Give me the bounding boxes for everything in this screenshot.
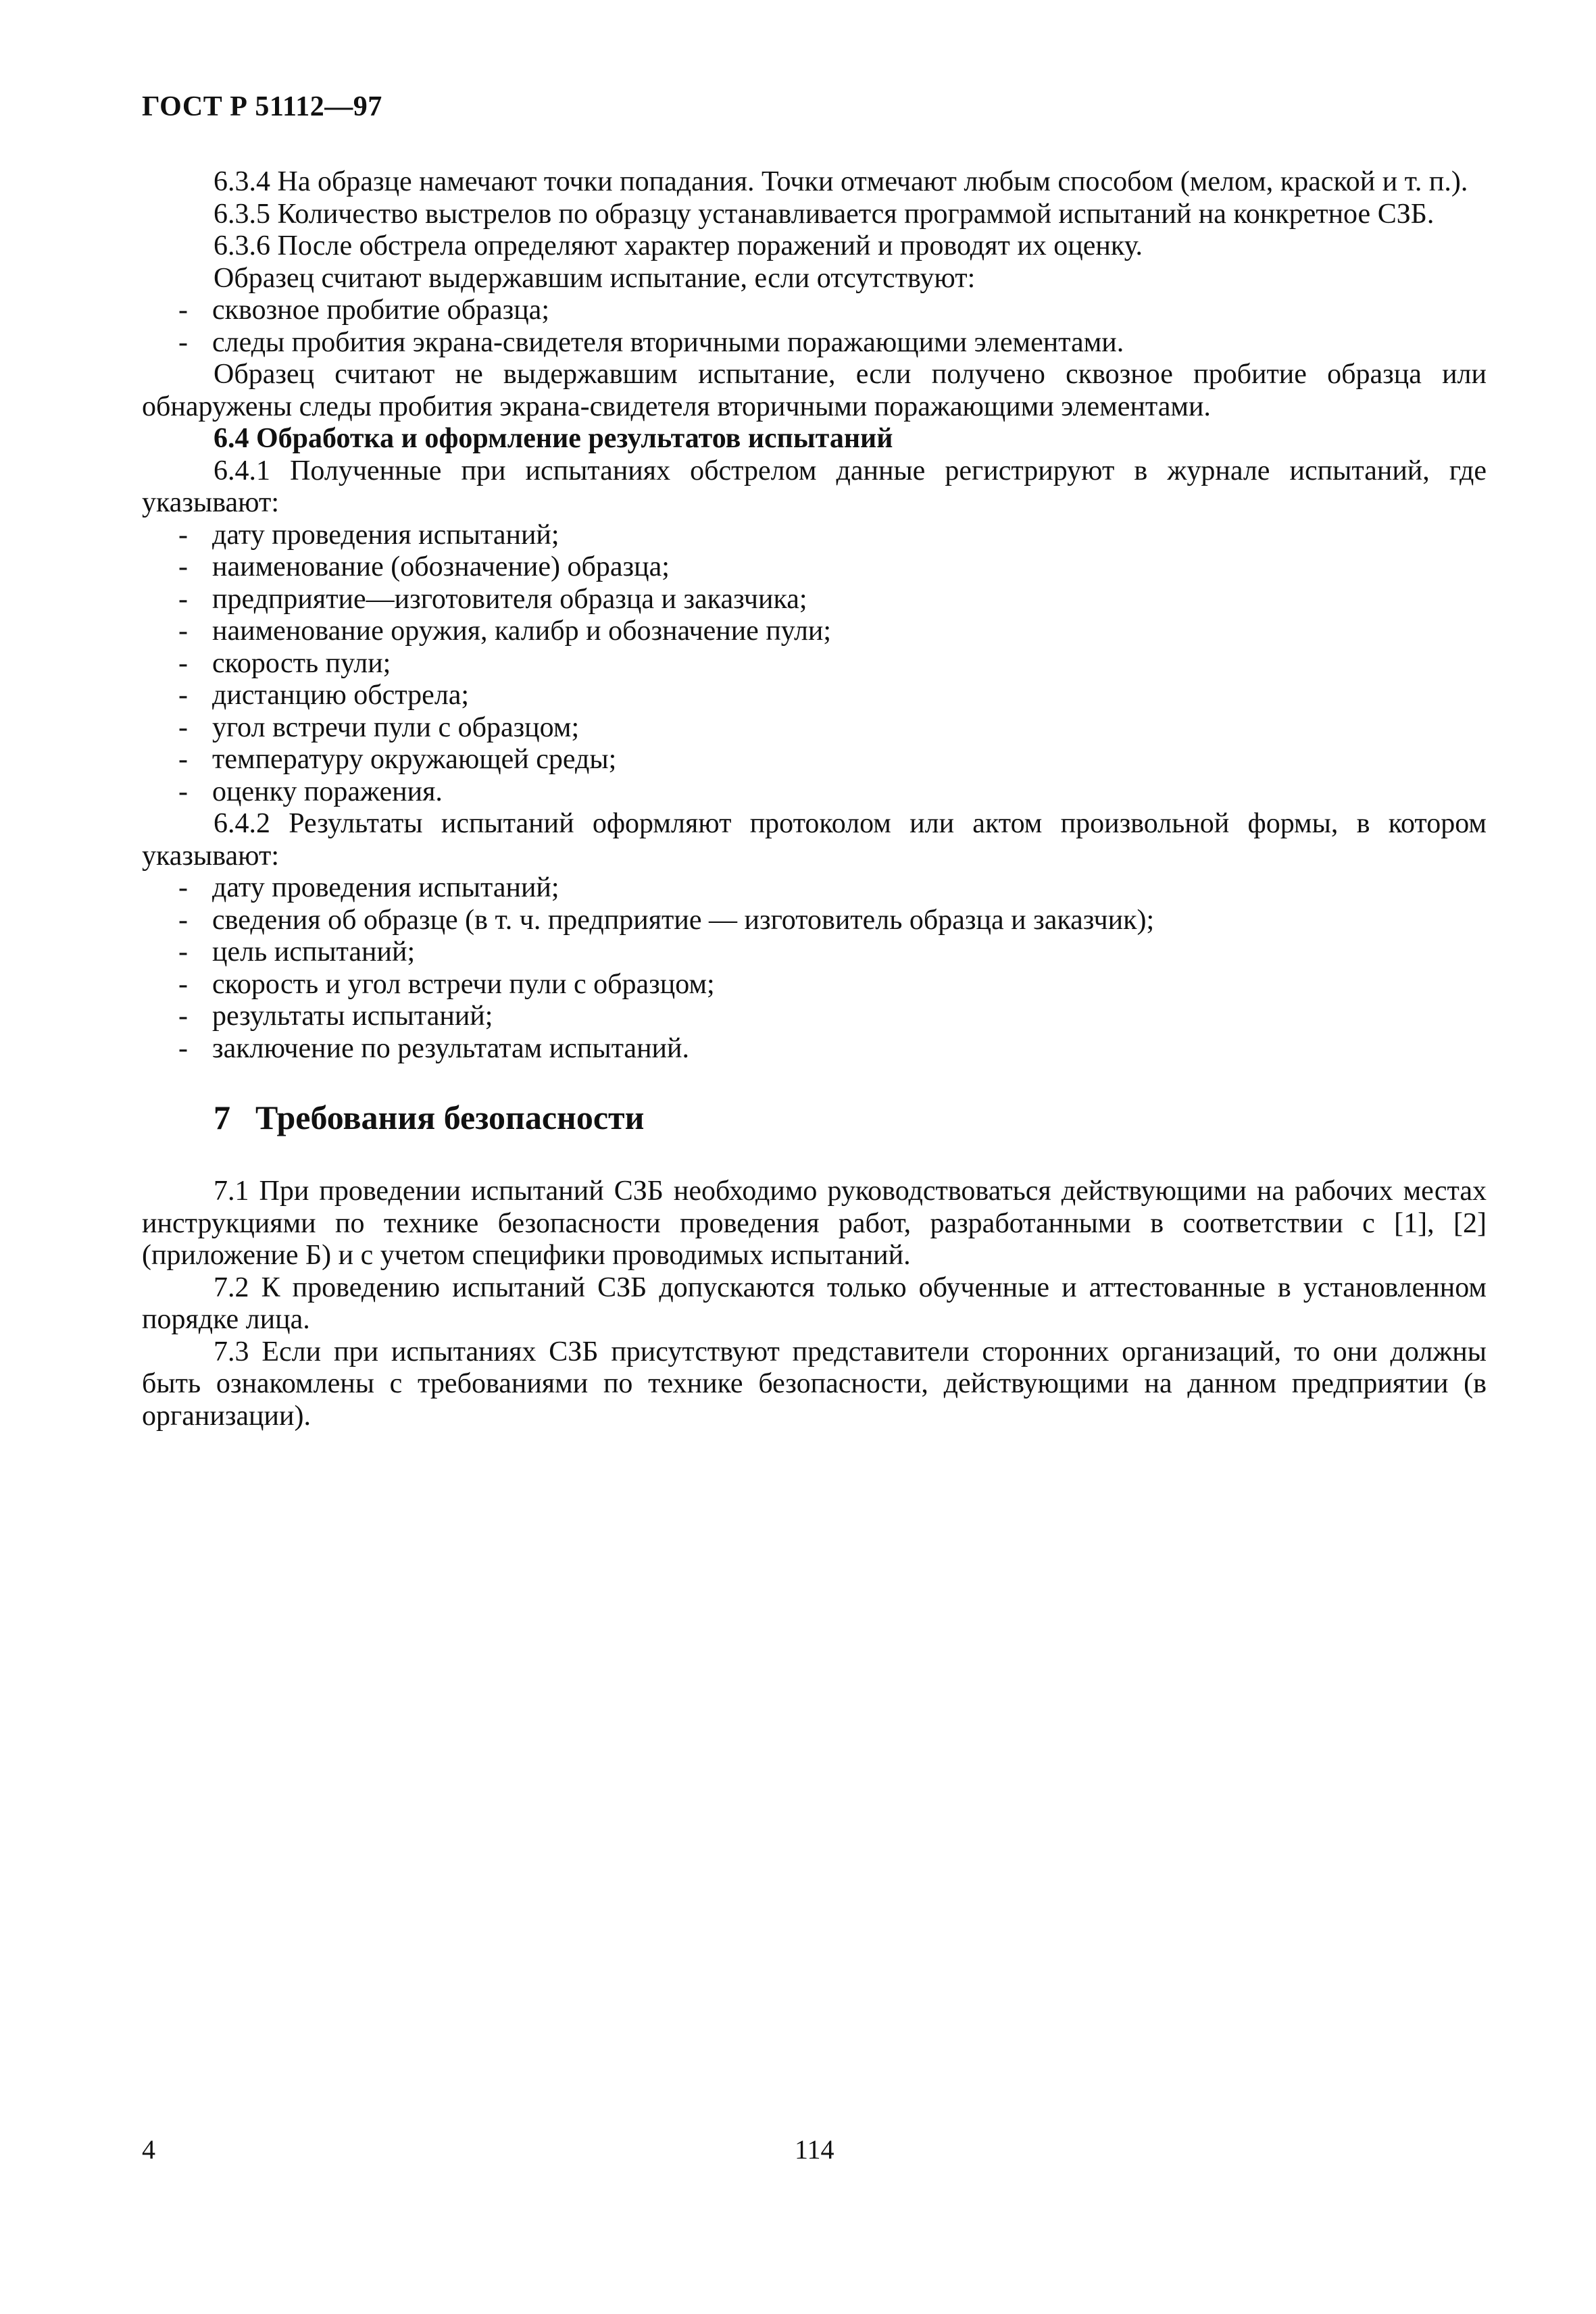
list-item-text: оценку поражения.: [212, 776, 443, 807]
dash-marker: -: [178, 711, 188, 743]
dash-marker: -: [178, 680, 188, 711]
paragraph-7-2: 7.2 К проведению испытаний СЗБ допускаются только обученные и аттестованные в установленном порядке лица.: [142, 1272, 1487, 1335]
list-item: [142, 1001, 1487, 1033]
list-item: [142, 295, 1487, 327]
dash-marker: -: [178, 1001, 188, 1032]
paragraph-6-4-1: 6.4.1 Полученные при испытаниях обстрелом данные регистрируют в журнале испытаний, где указывают:: [142, 455, 1487, 518]
section-number: 7: [214, 1099, 230, 1136]
list-item-text: цель испытаний;: [212, 936, 416, 967]
list-item-text: наименование оружия, калибр и обозначение пули;: [212, 615, 832, 647]
list-item: [142, 680, 1487, 712]
document-body: [142, 166, 1487, 1432]
dash-marker: -: [178, 615, 188, 647]
list-item-text: температуру окружающей среды;: [212, 744, 617, 775]
list-item: [142, 872, 1487, 905]
paragraph-6-3-6: 6.3.6 После обстрела определяют характер поражений и проводят их оценку.: [214, 230, 1143, 261]
list-item-text: дату проведения испытаний;: [212, 519, 559, 551]
list-item-text: результаты испытаний;: [212, 1001, 493, 1032]
list-item: [142, 744, 1487, 776]
dash-marker: -: [178, 904, 188, 936]
list-item-text: сведения об образце (в т. ч. предприятие — изготовитель образца и заказчик);: [212, 904, 1155, 936]
list-item: [142, 969, 1487, 1001]
page-number-left: 4: [142, 2134, 155, 2165]
dash-marker: -: [178, 551, 188, 582]
list-item: [142, 712, 1487, 745]
dash-marker: -: [178, 295, 188, 326]
list-item: [142, 520, 1487, 552]
list-item: [142, 1033, 1487, 1065]
section-heading-7: [142, 1097, 1487, 1138]
list-item: [142, 327, 1487, 359]
list-item: [142, 905, 1487, 937]
list-item-text: наименование (обозначение) образца;: [212, 551, 670, 582]
list-item: [142, 551, 1487, 584]
list-item-text: заключение по результатам испытаний.: [212, 1032, 690, 1064]
list-item-text: скорость и угол встречи пули с образцом;: [212, 968, 715, 1000]
fail-criteria-paragraph: Образец считают не выдержавшим испытание, если получено сквозное пробитие образца или обнаружены следы пробития экрана-свидетеля вторичными поражающими элементами.: [142, 359, 1487, 422]
subsection-heading-6-4: 6.4 Обработка и оформление результатов испытаний: [214, 423, 893, 454]
dash-marker: -: [178, 647, 188, 679]
dash-marker: -: [178, 583, 188, 615]
dash-marker: -: [178, 519, 188, 551]
list-item-text: угол встречи пули с образцом;: [212, 711, 580, 743]
list-item: [142, 936, 1487, 969]
page-header-standard: ГОСТ Р 51112—97: [142, 91, 382, 122]
dash-marker: -: [178, 968, 188, 1000]
list-item: [142, 584, 1487, 616]
paragraph-6-3-4: 6.3.4 На образце намечают точки попадания. Точки отмечают любым способом (мелом, краской и т. п.).: [214, 166, 1468, 197]
list-item-text: следы пробития экрана-свидетеля вторичными поражающими элементами.: [212, 326, 1124, 358]
dash-marker: -: [178, 326, 188, 358]
paragraph-6-3-5: 6.3.5 Количество выстрелов по образцу устанавливается программой испытаний на конкретное СЗБ.: [214, 198, 1435, 230]
dash-marker: -: [178, 776, 188, 807]
list-item-text: дистанцию обстрела;: [212, 680, 470, 711]
dash-marker: -: [178, 1032, 188, 1064]
paragraph-7-1: 7.1 При проведении испытаний СЗБ необходимо руководствоваться действующими на рабочих местах инструкциями по технике безопасности проведения работ, разработанными в соответствии с [1], [2] (приложение Б) и с учетом специфики проводимых испытаний.: [142, 1176, 1487, 1271]
list-item: [142, 648, 1487, 680]
list-item-text: скорость пули;: [212, 647, 391, 679]
list-item-text: предприятие—изготовителя образца и заказчика;: [212, 583, 807, 615]
list-item-text: сквозное пробитие образца;: [212, 295, 549, 326]
paragraph-6-4-2: 6.4.2 Результаты испытаний оформляют протоколом или актом произвольной формы, в котором указывают:: [142, 808, 1487, 872]
list-item: [142, 615, 1487, 648]
paragraph-7-3: 7.3 Если при испытаниях СЗБ присутствуют представители сторонних организаций, то они должны быть ознакомлены с требованиями по технике безопасности, действующими на данном предприятии (в организации).: [142, 1336, 1487, 1432]
dash-marker: -: [178, 936, 188, 967]
list-item-text: дату проведения испытаний;: [212, 872, 559, 903]
section-title-text: Требования безопасности: [255, 1099, 645, 1136]
pass-criteria-intro: Образец считают выдержавшим испытание, если отсутствуют:: [214, 262, 976, 294]
dash-marker: -: [178, 872, 188, 903]
list-item: [142, 776, 1487, 809]
page-number-center: 114: [795, 2134, 834, 2165]
dash-marker: -: [178, 744, 188, 775]
